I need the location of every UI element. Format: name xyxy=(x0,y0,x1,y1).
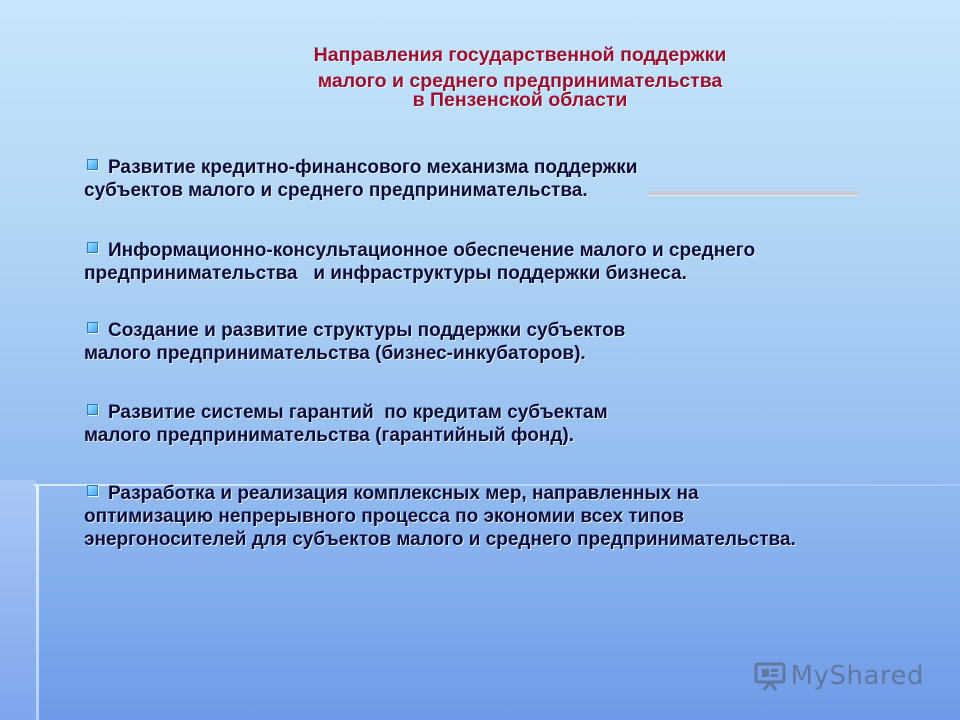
square-bullet-icon xyxy=(87,322,98,333)
slide-title xyxy=(200,42,840,113)
bullet-text-line-2: малого предпринимательства (гарантийный фонд). xyxy=(84,425,575,446)
bullet-text-line-2: малого предпринимательства (бизнес-инкубаторов). xyxy=(84,343,586,364)
square-bullet-icon xyxy=(87,404,98,415)
square-bullet-icon xyxy=(87,485,98,496)
bullet-item xyxy=(84,482,934,551)
bullet-text-line-2: субъектов малого и среднего предпринимательства. xyxy=(84,180,588,201)
presentation-board-icon xyxy=(753,660,787,692)
decorative-left-band xyxy=(0,480,36,720)
bullet-text-line-2: оптимизацию непрерывного процесса по экономии всех типов xyxy=(84,506,685,527)
slide-title-line-3: в Пензенской области xyxy=(412,89,628,111)
bullet-text-line-1: Информационно-консультационное обеспечение малого и среднего xyxy=(108,240,756,261)
decorative-left-band-edge xyxy=(36,484,39,720)
bullet-item xyxy=(84,239,934,285)
bullet-item xyxy=(84,156,934,202)
bullet-text-line-1: Развитие системы гарантий по кредитам субъектам xyxy=(108,402,608,423)
bullet-text-line-2: предпринимательства и инфраструктуры поддержки бизнеса. xyxy=(84,263,687,284)
square-bullet-icon xyxy=(87,159,98,170)
slide-title-line-2: малого и среднего предпринимательства xyxy=(317,70,723,92)
bullet-item xyxy=(84,319,934,365)
bullet-text-line-1: Создание и развитие структуры поддержки субъектов xyxy=(108,320,626,341)
slide-title-line-1: Направления государственной поддержки xyxy=(313,44,727,66)
bullet-text-line-3: энергоносителей для субъектов малого и среднего предпринимательства. xyxy=(84,529,796,550)
bullet-item xyxy=(84,401,934,447)
watermark-logo xyxy=(753,660,924,692)
bullet-text-line-1: Разработка и реализация комплексных мер, направленных на xyxy=(108,483,699,504)
square-bullet-icon xyxy=(87,242,98,253)
bullet-text-line-1: Развитие кредитно-финансового механизма поддержки xyxy=(108,157,638,178)
watermark-text: MyShared xyxy=(790,661,924,691)
